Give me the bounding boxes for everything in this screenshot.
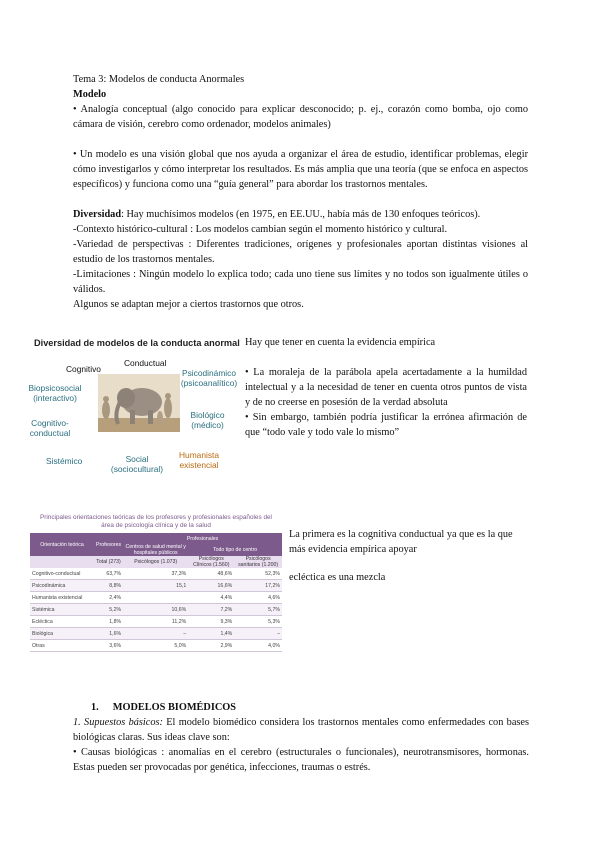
th-centros: Centros de salud mental y hospitales públicos xyxy=(123,544,188,556)
th-todos: Todo tipo de centro xyxy=(188,544,282,556)
label-conductual: Conductual xyxy=(124,358,167,368)
label-cognitivo-conductual: Cognitivo-conductual xyxy=(29,418,71,438)
label-biologico: Biológico (médico) xyxy=(190,410,225,430)
bullet-analogy: • Analogía conceptual (algo conocido para explicar desconocido; p. ej., corazón como bomba, ojo como cámara de visión, cerebro como ordenador, modelos animales) xyxy=(73,104,528,130)
evidence-bullet-2: • Sin embargo, también podría justificar la errónea afirmación de que “todo vale y todo vale lo mismo” xyxy=(245,412,527,438)
label-humanista: Humanista existencial xyxy=(178,450,220,470)
biomed-causes: • Causas biológicas : anomalías en el cerebro (estructurales o funcionales), neurotransmisores, hormonas. Estas pueden ser provocadas por genética, infecciones, traumas o estrés. xyxy=(73,747,529,773)
figure-models-diversity xyxy=(30,336,242,476)
th-orientation: Orientación teórica xyxy=(30,533,94,556)
th-sub: Psicólogos sanitarios (1.200) xyxy=(234,556,282,568)
label-psicodinamico: Psicodinámico (psicoanalítico) xyxy=(180,368,238,388)
th-sub: Psicólogos (1.073) xyxy=(123,556,188,568)
diversity-variety: -Variedad de perspectivas : Diferentes tradiciones, orígenes y profesionales aportan distintas visiones al estudio de los trastornos mentales. xyxy=(73,239,528,265)
diversity-label: Diversidad xyxy=(73,209,122,220)
diversity-limits: -Limitaciones : Ningún modelo lo explica todo; cada uno tiene sus límites y no todos son igualmente útiles o válidos. xyxy=(73,269,528,295)
table-row: Sistémica 5,2% 10,6% 7,2% 5,7% xyxy=(30,604,282,616)
label-social: Social (sociocultural) xyxy=(110,454,164,474)
table-row: Psicodinámica 8,8% 15,1 16,6% 17,2% xyxy=(30,580,282,592)
th-sub: Psicólogos Clínicos (1.560) xyxy=(188,556,234,568)
figure-title: Diversidad de modelos de la conducta anormal xyxy=(34,338,240,348)
model-heading: Modelo xyxy=(73,89,107,100)
label-biopsicosocial: Biopsicosocial (interactivo) xyxy=(28,383,82,403)
evidence-notes xyxy=(245,335,527,440)
note-cognitive: La primera es la cognitiva conductual ya que es la que más evidencia empírica apoyar xyxy=(289,529,513,555)
table-row: Humanista existencial 2,4% 4,4% 4,6% xyxy=(30,592,282,604)
table-row: Biológica 1,6% – 1,4% – xyxy=(30,628,282,640)
orientations-table xyxy=(30,533,282,652)
th-sub: Total (273) xyxy=(94,556,123,568)
table-row: Ecléctica 1,8% 11,2% 9,3% 5,3% xyxy=(30,616,282,628)
table-row: Otras 3,6% 5,0% 2,9% 4,0% xyxy=(30,640,282,652)
biomed-assumptions: 1. Supuestos básicos: El modelo biomédico considera los trastornos mentales como enfermedades con bases biológicas claras. Sus ideas clave son: xyxy=(73,717,529,743)
elephant-blind-men-image xyxy=(98,374,180,432)
th-profesionales: Profesionales xyxy=(123,533,282,544)
note-eclectic: ecléctica es una mezcla xyxy=(289,572,386,583)
label-cognitivo: Cognitivo xyxy=(66,364,101,374)
bullet-global: • Un modelo es una visión global que nos ayuda a organizar el área de estudio, identificar problemas, elegir cómo investigarlos y cómo interpretar los resultados. Es más amplia que una teoría (que se enfoca en aspectos específicos) y funciona como una “guía general” para abordar los trastornos mentales. xyxy=(73,149,528,190)
diversity-intro: Diversidad: Hay muchísimos modelos (en 1975, en EE.UU., había más de 130 enfoques teóricos). xyxy=(73,209,481,220)
topic-title: Tema 3: Modelos de conducta Anormales xyxy=(73,74,245,85)
th-profesores: Profesores xyxy=(94,533,123,556)
figure-orientations-table xyxy=(30,514,282,652)
biomed-heading: 1. MODELOS BIOMÉDICOS xyxy=(91,702,237,713)
label-sistemico: Sistémico xyxy=(46,456,83,466)
evidence-heading: Hay que tener en cuenta la evidencia empírica xyxy=(245,337,436,348)
table-row: Cognitivo-conductual 63,7% 37,3% 48,6% 52,3% xyxy=(30,568,282,580)
evidence-bullet-1: • La moraleja de la parábola apela acertadamente a la humildad intelectual y a la necesidad de tener en cuenta otros puntos de vista y de no creerse en posesión de la verdad absoluta xyxy=(245,367,527,408)
text-block-intro xyxy=(73,72,528,312)
section-biomedical xyxy=(73,700,529,775)
table-title: Principales orientaciones teóricas de los profesores y profesionales españoles del área de psicología clínica y de la salud xyxy=(40,514,272,529)
diversity-adapt: Algunos se adaptan mejor a ciertos trastornos que otros. xyxy=(73,299,304,310)
th-blank xyxy=(30,556,94,568)
diversity-context: -Contexto histórico-cultural : Los modelos cambian según el momento histórico y cultural. xyxy=(73,224,448,235)
